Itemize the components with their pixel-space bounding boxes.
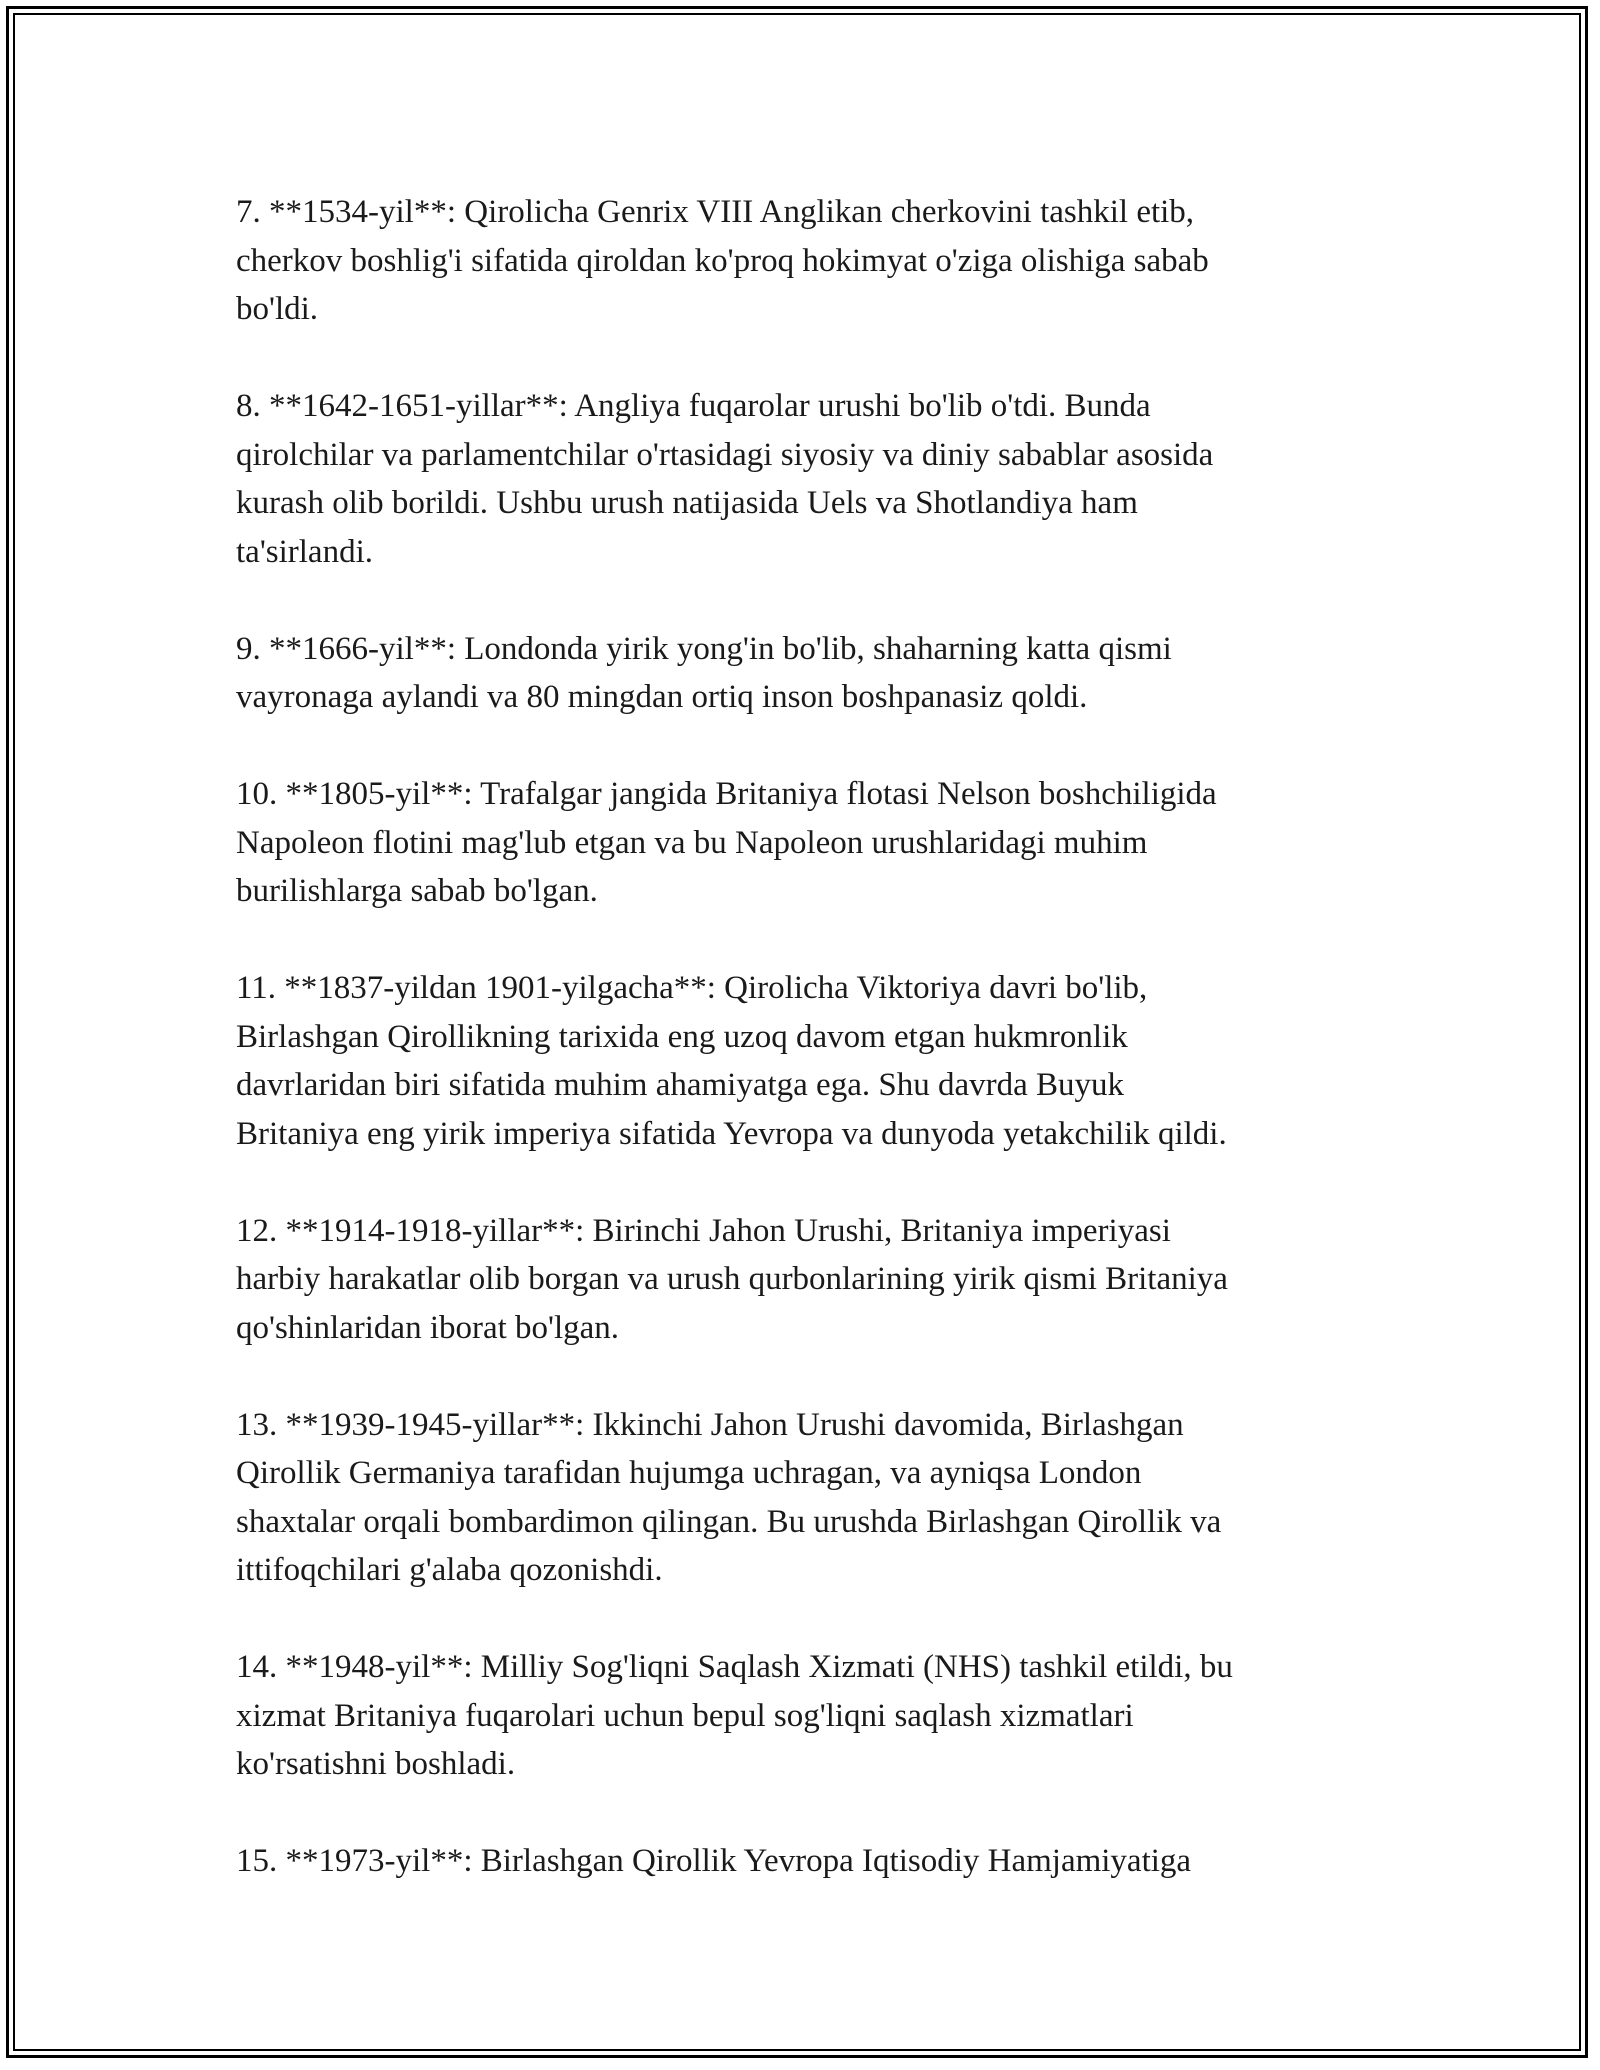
timeline-entry-8: 8. **1642-1651-yillar**: Angliya fuqarolar urushi bo'lib o'tdi. Bunda qirolchilar va parlamentchilar o'rtasidagi siyosiy va diniy sabablar asosida kurash olib borildi. Ushbu urush natijasida Uels va Shotlandiya ham ta'sirlandi.	[236, 388, 1214, 570]
timeline-entry-14: 14. **1948-yil**: Milliy Sog'liqni Saqlash Xizmati (NHS) tashkil etildi, bu xizmat Britaniya fuqarolari uchun bepul sog'liqni saqlash xizmatlari ko'rsatishni boshladi.	[236, 1649, 1233, 1782]
timeline-entry-13: 13. **1939-1945-yillar**: Ikkinchi Jahon Urushi davomida, Birlashgan Qirollik Germaniya tarafidan hujumga uchragan, va ayniqsa London shaxtalar orqali bombardimon qilingan. Bu urushda Birlashgan Qirollik va ittifoqchilari g'alaba qozonishdi.	[236, 1406, 1222, 1588]
timeline-entry-15: 15. **1973-yil**: Birlashgan Qirollik Yevropa Iqtisodiy Hamjamiyatiga	[236, 1843, 1192, 1879]
timeline-entry-7: 7. **1534-yil**: Qirolicha Genrix VIII Anglikan cherkovini tashkil etib, cherkov boshlig'i sifatida qiroldan ko'proq hokimyat o'ziga olishiga sabab bo'ldi.	[236, 194, 1209, 327]
timeline-entry-9: 9. **1666-yil**: Londonda yirik yong'in bo'lib, shaharning katta qismi vayronaga aylandi va 80 mingdan ortiq inson boshpanasiz qoldi.	[236, 630, 1172, 715]
document-body	[236, 188, 1366, 1934]
timeline-entry-11: 11. **1837-yildan 1901-yilgacha**: Qirolicha Viktoriya davri bo'lib, Birlashgan Qirollikning tarixida eng uzoq davom etgan hukmronlik davrlaridan biri sifatida muhim ahamiyatga ega. Shu davrda Buyuk Britaniya eng yirik imperiya sifatida Yevropa va dunyoda yetakchilik qildi.	[236, 970, 1227, 1152]
timeline-entry-12: 12. **1914-1918-yillar**: Birinchi Jahon Urushi, Britaniya imperiyasi harbiy harakatlar olib borgan va urush qurbonlarining yirik qismi Britaniya qo'shinlaridan iborat bo'lgan.	[236, 1212, 1228, 1346]
timeline-entry-10: 10. **1805-yil**: Trafalgar jangida Britaniya flotasi Nelson boshchiligida Napoleon flotini mag'lub etgan va bu Napoleon urushlaridagi muhim burilishlarga sabab bo'lgan.	[236, 776, 1217, 909]
